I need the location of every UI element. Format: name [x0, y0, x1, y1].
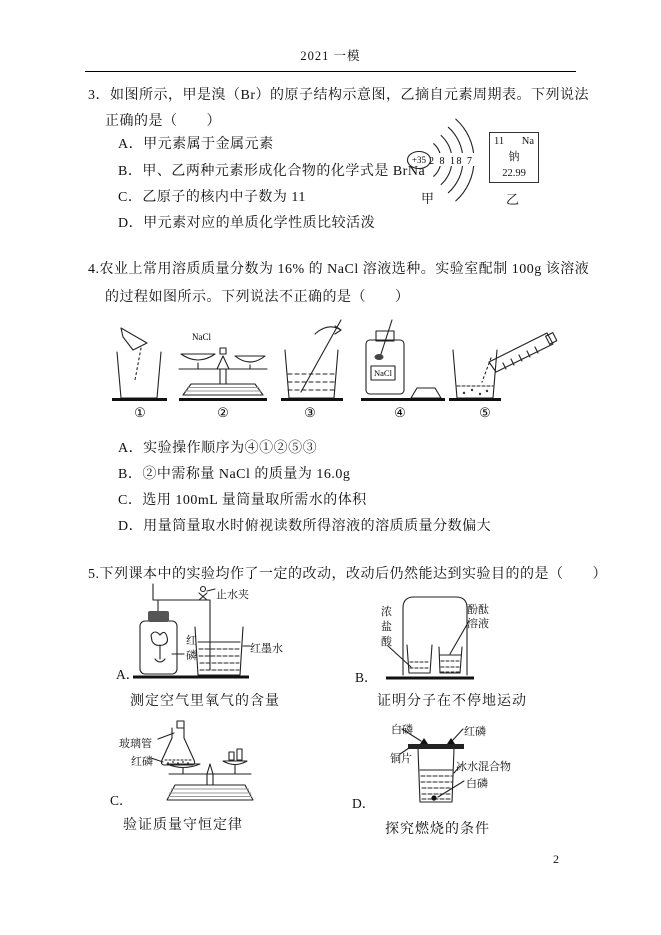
q5-choice-d: D．: [352, 796, 376, 811]
bottle-stopper: [148, 611, 169, 622]
q3-option-c: C．乙原子的核内中子数为 11: [118, 190, 306, 205]
label-red-ink: 红墨水: [250, 643, 283, 655]
atomic-number: 11: [494, 136, 505, 147]
q3-stem-line2: 正确的是（ ）: [105, 114, 221, 129]
label-glass-tube: 玻璃管: [119, 738, 152, 750]
step2-balance: [179, 332, 267, 400]
diagram-yi-caption: 乙: [506, 192, 520, 207]
copper-sheet: [408, 744, 464, 749]
step3-stirring: [281, 320, 343, 400]
q3-option-d: D．甲元素对应的单质化学性质比较活泼: [118, 216, 376, 231]
q5-choice-b: B．: [355, 670, 378, 685]
step-label-4: ④: [394, 405, 406, 420]
page-number: 2: [553, 852, 559, 866]
step4-bottle: [361, 320, 445, 400]
label-phenolphthalein: 酚酞溶液: [467, 604, 489, 630]
q4-option-c: C．选用 100mL 量筒量取所需水的体积: [118, 493, 367, 508]
q4-stem-line1: 4.农业上常用溶质质量分数为 16% 的 NaCl 溶液选种。实验室配制 100g 该溶液: [88, 262, 590, 277]
q4-option-a: A．实验操作顺序为④①②⑤③: [118, 441, 318, 456]
caption-b: 证明分子在不停地运动: [377, 694, 527, 709]
label-conc-hcl: 浓盐酸: [381, 606, 392, 648]
header-divider: [85, 71, 576, 72]
sodium-element-cell: [489, 132, 539, 183]
balance-nacl-label: NaCl: [192, 332, 211, 342]
diagram-jia-caption: 甲: [421, 191, 435, 206]
nucleus-charge: +35: [411, 155, 427, 165]
label-white-phosphorus-top: 白磷: [391, 724, 413, 736]
label-copper-sheet: 铜片: [390, 753, 412, 765]
q5-stem: 5.下列课本中的实验均作了一定的改动，改动后仍然能达到实验目的的是（ ）: [88, 567, 607, 582]
relative-atomic-mass: 22.99: [502, 168, 526, 179]
bromine-atom-diagram: [398, 110, 493, 210]
caption-c: 验证质量守恒定律: [123, 818, 243, 833]
element-name: 钠: [508, 151, 520, 163]
step-label-2: ②: [217, 405, 229, 420]
q4-option-d: D．用量筒量取水时俯视读数所得溶液的溶质质量分数偏大: [118, 519, 492, 534]
q3-option-a: A．甲元素属于金属元素: [118, 137, 274, 152]
q3-option-b: B．甲、乙两种元素形成化合物的化学式是 BrNa: [118, 164, 426, 179]
element-symbol: Na: [521, 136, 534, 147]
step5-cylinder: [449, 333, 557, 400]
q4-stem-line2: 的过程如图所示。下列说法不正确的是（ ）: [105, 290, 410, 305]
label-red-phosphorus-d: 红磷: [464, 726, 486, 738]
bottle-nacl-label: NaCl: [374, 368, 392, 378]
step1-pour-solid: [112, 328, 167, 400]
q4-option-b: B．②中需称量 NaCl 的质量为 16.0g: [118, 467, 351, 482]
step-label-1: ①: [134, 405, 146, 420]
experiment-a-diagram: [115, 583, 295, 683]
label-white-phosphorus-bottom: 白磷: [466, 778, 488, 790]
caption-d: 探究燃烧的条件: [385, 822, 490, 837]
label-ice-water-mix: 冰水混合物: [456, 761, 511, 773]
q5-choice-c: C．: [110, 793, 133, 808]
white-phosphorus-underwater: [431, 795, 436, 800]
exam-title: 2021 一模: [300, 49, 361, 63]
label-red-phosphorus-a: 红磷: [186, 635, 197, 662]
step-label-3: ③: [304, 405, 316, 420]
label-pinch-clamp: 止水夹: [216, 589, 249, 601]
q3-stem-line1: 3．如图所示，甲是溴（Br）的原子结构示意图，乙摘自元素周期表。下列说法: [88, 88, 589, 103]
q5-choice-a: A．: [116, 667, 140, 682]
label-red-phosphorus-c: 红磷: [131, 756, 153, 768]
q4-apparatus-figure: [95, 316, 565, 424]
step-label-5: ⑤: [479, 405, 491, 420]
caption-a: 测定空气里氧气的含量: [130, 694, 280, 709]
electron-shells: 2 8 18 7: [429, 156, 474, 167]
